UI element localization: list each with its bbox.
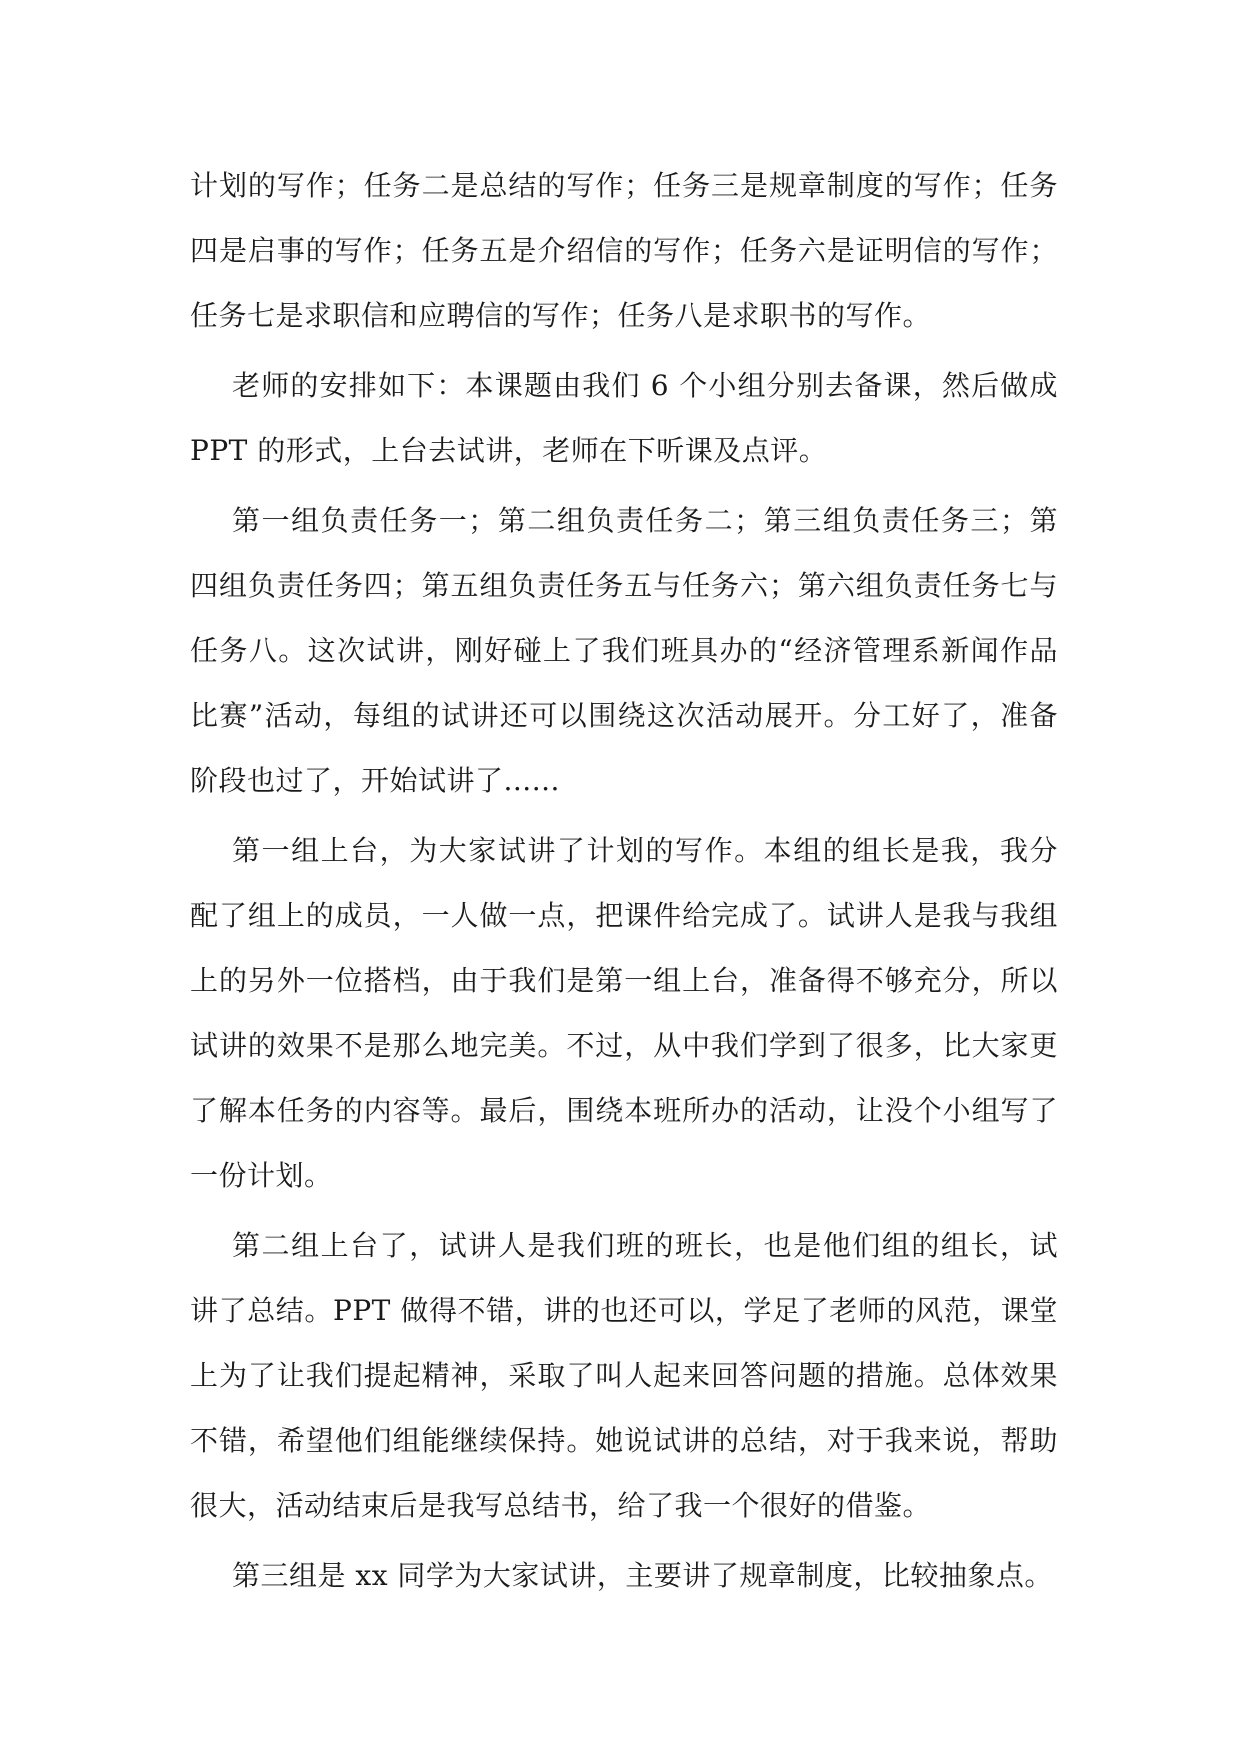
paragraph-teacher-arrangement: 老师的安排如下：本课题由我们 6 个小组分别去备课，然后做成 PPT 的形式，上台去试讲，老师在下听课及点评。 <box>190 369 1058 467</box>
paragraph-task-list: 计划的写作；任务二是总结的写作；任务三是规章制度的写作；任务四是启事的写作；任务五是介绍信的写作；任务六是证明信的写作；任务七是求职信和应聘信的写作；任务八是求职书的写作。 <box>190 169 1058 332</box>
paragraph-group-three: 第三组是 xx 同学为大家试讲，主要讲了规章制度，比较抽象点。 <box>232 1559 1053 1592</box>
document-body <box>190 153 1058 1608</box>
paragraph-group-assignment: 第一组负责任务一；第二组负责任务二；第三组负责任务三；第四组负责任务四；第五组负责任务五与任务六；第六组负责任务七与任务八。这次试讲，刚好碰上了我们班具办的“经济管理系新闻作品比赛”活动，每组的试讲还可以围绕这次活动展开。分工好了，准备阶段也过了，开始试讲了...... <box>190 504 1058 797</box>
paragraph-group-one: 第一组上台，为大家试讲了计划的写作。本组的组长是我，我分配了组上的成员，一人做一点，把课件给完成了。试讲人是我与我组上的另外一位搭档，由于我们是第一组上台，准备得不够充分，所以试讲的效果不是那么地完美。不过，从中我们学到了很多，比大家更了解本任务的内容等。最后，围绕本班所办的活动，让没个小组写了一份计划。 <box>190 834 1058 1192</box>
paragraph-group-two: 第二组上台了，试讲人是我们班的班长，也是他们组的组长，试讲了总结。PPT 做得不错，讲的也还可以，学足了老师的风范，课堂上为了让我们提起精神，采取了叫人起来回答问题的措施。总体效果不错，希望他们组能继续保持。她说试讲的总结，对于我来说，帮助很大，活动结束后是我写总结书，给了我一个很好的借鉴。 <box>190 1229 1058 1522</box>
